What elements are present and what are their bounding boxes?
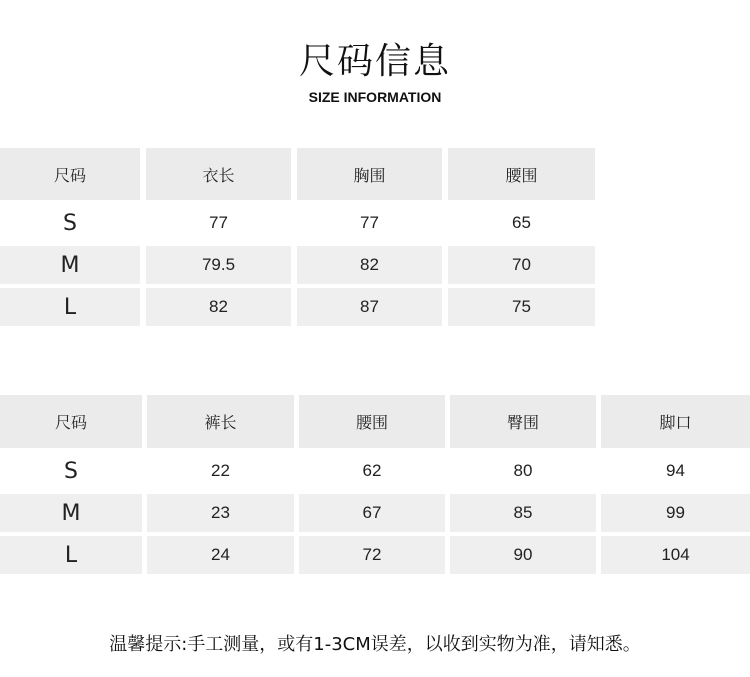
table-row	[0, 494, 750, 532]
table-row	[0, 246, 600, 284]
value-cell: 85	[450, 494, 596, 532]
table-header-row	[0, 148, 600, 200]
value-cell: 80	[450, 452, 596, 490]
measurement-note: 温馨提示:手工测量，或有1-3CM误差，以收到实物为准，请知悉。	[109, 634, 641, 655]
size-cell: L	[0, 536, 142, 574]
header-cell-chest: 胸围	[297, 148, 442, 200]
page-subtitle: SIZE INFORMATION	[308, 89, 442, 105]
header-cell-size: 尺码	[0, 395, 142, 448]
value-cell: 82	[297, 246, 442, 284]
value-cell: 82	[146, 288, 291, 326]
table-row	[0, 452, 750, 490]
table-row	[0, 288, 600, 326]
size-cell: S	[0, 204, 140, 242]
header-cell-waist: 腰围	[448, 148, 595, 200]
header-cell-size: 尺码	[0, 148, 140, 200]
header-cell-length: 衣长	[146, 148, 291, 200]
table-header-row	[0, 395, 750, 448]
size-cell: L	[0, 288, 140, 326]
table-row	[0, 204, 600, 242]
size-cell: M	[0, 246, 140, 284]
value-cell: 24	[147, 536, 294, 574]
size-cell: S	[0, 452, 142, 490]
value-cell: 77	[297, 204, 442, 242]
header-cell-pants-length: 裤长	[147, 395, 294, 448]
value-cell: 23	[147, 494, 294, 532]
value-cell: 87	[297, 288, 442, 326]
value-cell: 22	[147, 452, 294, 490]
value-cell: 99	[601, 494, 750, 532]
value-cell: 62	[299, 452, 445, 490]
value-cell: 94	[601, 452, 750, 490]
value-cell: 67	[299, 494, 445, 532]
top-size-table	[0, 148, 600, 326]
bottom-size-table	[0, 395, 750, 575]
value-cell: 77	[146, 204, 291, 242]
value-cell: 70	[448, 246, 595, 284]
header-cell-hip: 臀围	[450, 395, 596, 448]
value-cell: 65	[448, 204, 595, 242]
table-row	[0, 536, 750, 574]
value-cell: 104	[601, 536, 750, 574]
value-cell: 90	[450, 536, 596, 574]
value-cell: 75	[448, 288, 595, 326]
page-title: 尺码信息	[298, 41, 451, 82]
value-cell: 72	[299, 536, 445, 574]
header-cell-leg-opening: 脚口	[601, 395, 750, 448]
header-cell-waist: 腰围	[299, 395, 445, 448]
size-cell: M	[0, 494, 142, 532]
value-cell: 79.5	[146, 246, 291, 284]
